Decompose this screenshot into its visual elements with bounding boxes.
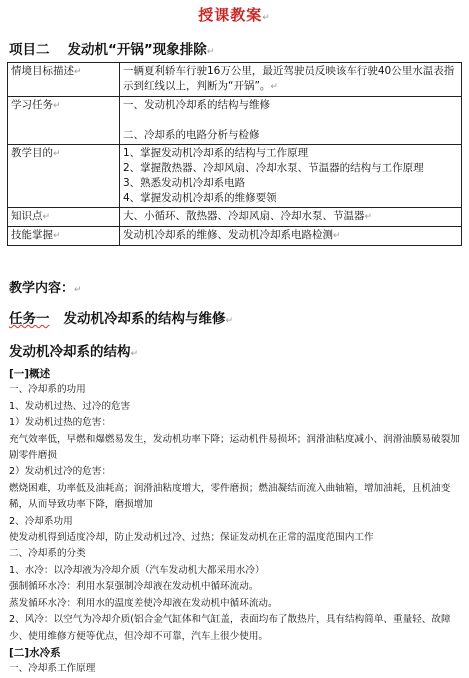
task-code: 任务一 [9, 311, 50, 327]
body-line: 强制循环水冷：利用水泵强制冷却液在发动机中循环流动。 [9, 581, 259, 593]
project-code: 项目二 [9, 42, 50, 58]
table-row [8, 97, 462, 145]
body-line: 蒸发循环水冷：利用水的温度差使冷却液在发动机中循环流动。 [9, 597, 278, 609]
body-line: 1）发动机过热的危害： [9, 417, 112, 429]
table-key-cell: 技能掌握↵ [8, 227, 120, 246]
lesson-info-table [7, 62, 462, 246]
table-row [8, 63, 462, 97]
table-key-cell: 知识点↵ [8, 208, 120, 227]
body-paragraph: 使发动机得到适度冷却，防止发动机过冷、过热；保证发动机在正常的温度范围内工作 [9, 532, 374, 544]
task-heading: 任务一 发动机冷却系的结构与维修↵ [9, 311, 234, 327]
table-row [8, 145, 462, 208]
table-value-cell: 发动机冷却系的维修、发动机冷却系电路检测↵ [120, 227, 462, 246]
body-heading: [二]水冷系 [9, 646, 61, 659]
body-line: 1、发动机过热、过冷的危害 [9, 400, 131, 412]
document-title: 授课教案↵ [198, 6, 271, 24]
body-line: 1、水冷：以冷却液为冷却介质（汽车发动机大都采用水冷） [9, 564, 265, 576]
table-value-cell: 一辆夏利轿车行驶16万公里，最近驾驶员反映该车行驶40公里水温表指示到红线以上，判断为“开锅”。↵ [120, 63, 462, 97]
body-line: 2）发动机过冷的危害： [9, 466, 112, 478]
section-subheading: 发动机冷却系的结构↵ [9, 344, 139, 360]
body-paragraph: 充气效率低，早燃和爆燃易发生，发动机功率下降；运动机件易损坏；润滑油粘度减小、润滑油膜易破裂加剧零件磨损 [9, 433, 460, 462]
body-line: 一、冷却系的功用 [9, 384, 86, 396]
body-heading: [一]概述 [9, 368, 51, 380]
content-heading: 教学内容：↵ [9, 281, 82, 296]
table-value-cell: 大、小循环、散热器、冷却风扇、冷却水泵、节温器↵ [120, 208, 462, 227]
project-heading [9, 38, 214, 58]
table-key-cell: 学习任务↵ [8, 97, 120, 145]
document-body [9, 366, 461, 678]
paragraph-mark-icon: ↵ [206, 47, 215, 57]
project-name: 发动机“开锅”现象排除 [67, 42, 207, 58]
table-value-cell: 1、掌握发动机冷却系的结构与工作原理 2、掌握散热器、冷却风扇、冷却水泵、节温器的结构与工作原理 3、熟悉发动机冷却系电路 4、掌握发动机冷却系的维修要领 [120, 145, 462, 208]
body-paragraph: 2、风冷：以空气为冷却介质(铝合金气缸体和气缸盖，表面均布了散热片，具有结构简单、重量轻、故障少、使用维修方便等优点，但冷却不可靠，汽车上很少使用。 [9, 614, 451, 642]
table-row [8, 227, 462, 246]
table-row [8, 208, 462, 227]
body-line: 一、冷却系工作原理 [9, 663, 96, 675]
table-value-cell: 一、发动机冷却系的结构与维修 二、冷却系的电路分析与检修 [120, 97, 462, 145]
paragraph-mark-icon: ↵ [262, 13, 271, 23]
body-line: 二、冷却系的分类 [9, 548, 86, 560]
body-line: 2、冷却系功用 [9, 515, 73, 527]
body-paragraph: 燃烧困难，功率低及油耗高；润滑油粘度增大，零件磨损；燃油凝结而流入曲轴箱，增加油耗，且机油变稀，从而导致功率下降，磨损增加 [9, 482, 451, 511]
table-key-cell: 情境目标描述↵ [8, 63, 120, 97]
table-key-cell: 教学目的↵ [8, 145, 120, 208]
task-name: 发动机冷却系的结构与维修 [63, 311, 226, 327]
